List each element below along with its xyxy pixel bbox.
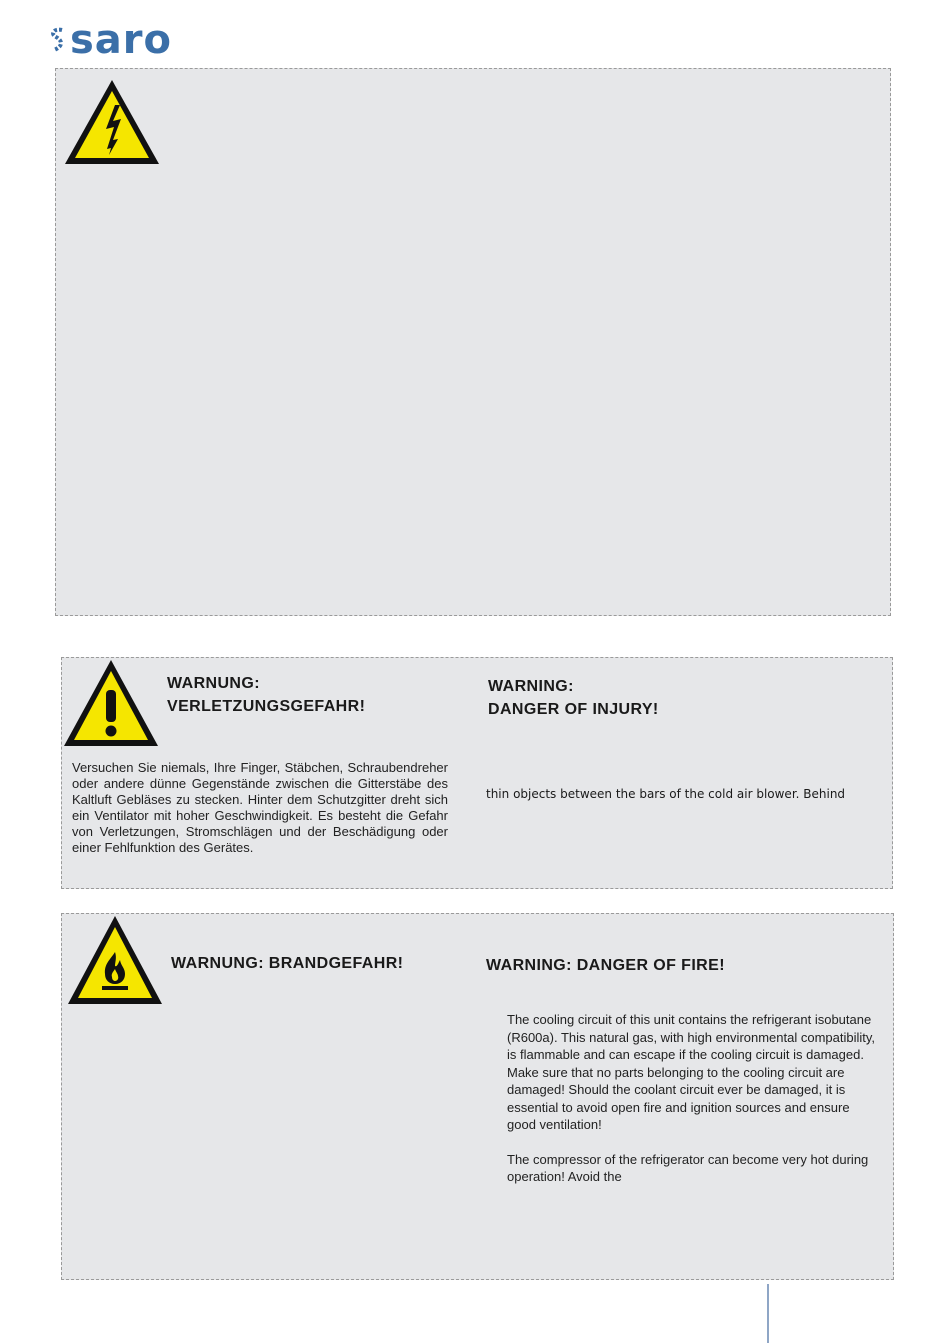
brand-name: saro	[70, 17, 173, 63]
fire-body-en-paragraph-1: The cooling circuit of this unit contains the refrigerant isobutane (R600a). This natural gas, with high environmental compatibility, is flammable and can escape if the cooling circuit is damaged. Make sure that no parts belonging to the cooling circuit are damaged! Should the coolant circuit ever be damaged, it is essential to avoid open fire and ignition sources and ensure good ventilation!	[507, 1012, 876, 1132]
fire-body-en	[507, 1011, 879, 1203]
saro-logo-mark-icon	[48, 26, 66, 54]
fire-heading-en: WARNING: DANGER OF FIRE!	[486, 957, 725, 974]
fire-body-en-paragraph-2: The compressor of the refrigerator can become very hot during operation! Avoid the	[507, 1151, 869, 1184]
fire-hazard-panel	[61, 913, 894, 1280]
brand-logo	[48, 17, 173, 63]
exclamation-warning-icon	[62, 658, 160, 748]
injury-body-en-fragment: thin objects between the bars of the cold air blower. Behind	[486, 787, 846, 801]
electric-hazard-panel	[55, 68, 891, 616]
injury-heading-de: WARNUNG: VERLETZUNGSGEFAHR!	[167, 675, 366, 715]
injury-body-de: Versuchen Sie niemals, Ihre Finger, Stäbchen, Schraubendreher oder andere dünne Gegenstände zwischen die Gitterstäbe des Kaltluft Gebläses zu stecken. Hinter dem Schutzgitter dreht sich ein Ventilator mit hoher Geschwindigkeit. Es besteht die Gefahr von Verletzungen, Stromschlägen und der Beschädigung oder einer Fehlfunktion des Gerätes.	[72, 760, 448, 855]
injury-hazard-panel	[61, 657, 893, 889]
injury-heading-en: WARNING: DANGER OF INJURY!	[488, 678, 659, 718]
electric-shock-warning-icon	[62, 77, 162, 167]
fire-heading-de: WARNUNG: BRANDGEFAHR!	[171, 955, 404, 972]
flammable-warning-icon	[66, 914, 164, 1006]
footer-divider	[767, 1284, 769, 1343]
